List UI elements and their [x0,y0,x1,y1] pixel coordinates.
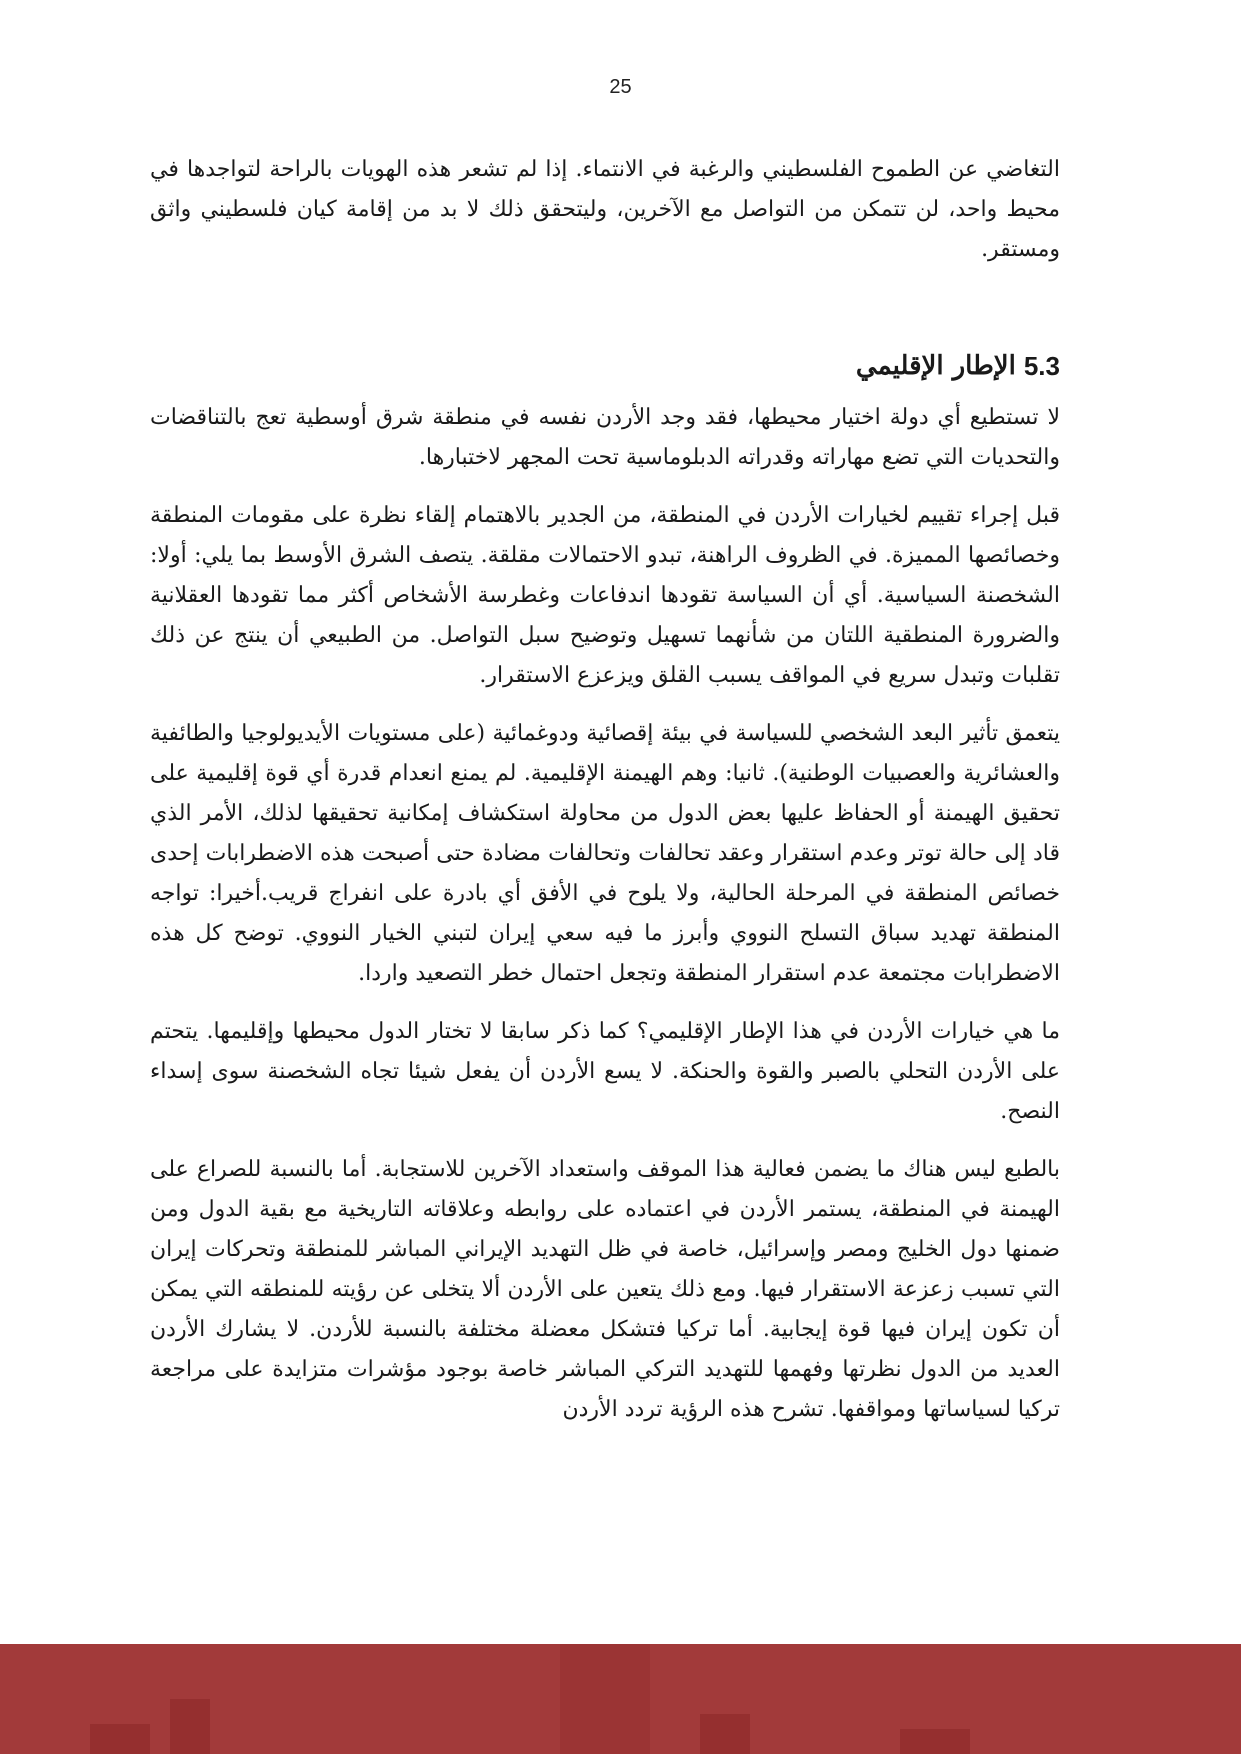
section-title: الإطار الإقليمي [855,351,1016,381]
section-number: 5.3 [1023,351,1060,381]
body-paragraph: ما هي خيارات الأردن في هذا الإطار الإقليمي؟ كما ذكر سابقا لا تختار الدول محيطها وإقليمها. يتحتم على الأردن التحلي بالصبر والقوة والحنكة. لا يسع الأردن أن يفعل شيئا تجاه الشخصنة سوى إسداء النصح. [150,1019,1060,1124]
page-number: 25 [609,76,632,98]
footer-band [0,1644,1241,1754]
body-paragraph: يتعمق تأثير البعد الشخصي للسياسة في بيئة إقصائية ودوغمائية (على مستويات الأيديولوجيا والطائفية والعشائرية والعصبيات الوطنية). ثانيا: وهم الهيمنة الإقليمية. لم يمنع انعدام قدرة أي قوة إقليمية على تحقيق الهيمنة أو الحفاظ عليها بعض الدول من محاولة استكشاف إمكانية تحقيقها لذلك، الأمر الذي قاد إلى حالة توتر وعدم استقرار وعقد تحالفات وتحالفات مضادة حتى أصبحت هذه الاضطرابات إحدى خصائص المنطقة في المرحلة الحالية، ولا يلوح في الأفق أي بادرة على انفراج قريب.أخيرا: تواجه المنطقة تهديد سباق التسلح النووي وأبرز ما فيه سعي إيران لتبني الخيار النووي. توضح كل هذه الاضطرابات مجتمعة عدم استقرار المنطقة وتجعل احتمال خطر التصعيد واردا. [150,721,1060,986]
body-paragraph: قبل إجراء تقييم لخيارات الأردن في المنطقة، من الجدير بالاهتمام إلقاء نظرة على مقومات المنطقة وخصائصها المميزة. في الظروف الراهنة، تبدو الاحتمالات مقلقة. يتصف الشرق الأوسط بما يلي: أولا: الشخصنة السياسية. أي أن السياسة تقودها اندفاعات وغطرسة الأشخاص أكثر مما تقودها العقلانية والضرورة المنطقية اللتان من شأنهما تسهيل وتوضيح سبل التواصل. من الطبيعي أن ينتج عن ذلك تقلبات وتبدل سريع في المواقف يسبب القلق ويزعزع الاستقرار. [150,503,1060,688]
body-paragraph: بالطبع ليس هناك ما يضمن فعالية هذا الموقف واستعداد الآخرين للاستجابة. أما بالنسبة للصراع على الهيمنة في المنطقة، يستمر الأردن في اعتماده على روابطه وعلاقاته التاريخية مع بقية الدول ومن ضمنها دول الخليج ومصر وإسرائيل، خاصة في ظل التهديد الإيراني المباشر للمنطقة وتحركات إيران التي تسبب زعزعة الاستقرار فيها. ومع ذلك يتعين على الأردن ألا يتخلى عن رؤيته للمنطقه التي يمكن أن تكون إيران فيها قوة إيجابية. أما تركيا فتشكل معضلة مختلفة بالنسبة للأردن. لا يشارك الأردن العديد من الدول نظرتها وفهمها للتهديد التركي المباشر خاصة بوجود مؤشرات متزايدة على مراجعة تركيا لسياساتها ومواقفها. تشرح هذه الرؤية تردد الأردن [150,1157,1060,1422]
document-body [150,150,1060,1448]
intro-paragraph: التغاضي عن الطموح الفلسطيني والرغبة في الانتماء. إذا لم تشعر هذه الهويات بالراحة لتواجدها في محيط واحد، لن تتمكن من التواصل مع الآخرين، وليتحقق ذلك لا بد من إقامة كيان فلسطيني واثق ومستقر. [150,157,1060,262]
section-heading [150,346,1060,386]
body-paragraph: لا تستطيع أي دولة اختيار محيطها، فقد وجد الأردن نفسه في منطقة شرق أوسطية تعج بالتناقضات والتحديات التي تضع مهاراته وقدراته الدبلوماسية تحت المجهر لاختبارها. [150,405,1060,470]
